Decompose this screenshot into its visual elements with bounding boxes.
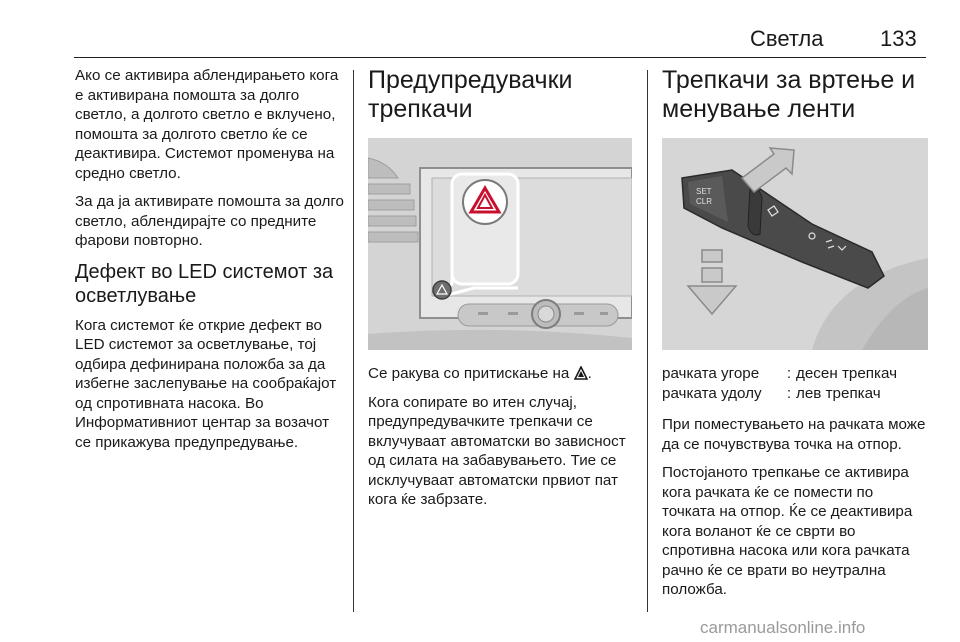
header-rule: [74, 57, 926, 58]
function-table: [662, 364, 928, 403]
watermark: carmanualsonline.info: [700, 618, 866, 637]
paragraph: За да ја активирате помошта за долго светло, аблендирајте со предните фарови повторно.: [75, 193, 344, 249]
hazard-warning-icon: [574, 366, 588, 380]
section-heading: Предупредувачки трепкачи: [368, 66, 573, 123]
dashboard-illustration: [368, 138, 632, 350]
section-title: Светла: [750, 26, 824, 51]
turn-signal-figure: [662, 138, 928, 350]
table-row: рачката удолу : лев трепкач: [662, 384, 881, 402]
column-2: [368, 66, 632, 519]
section-heading: Трепкачи за вртење и менување ленти: [662, 66, 916, 123]
paragraph: Ако се активира аблендирањето кога е активирана помошта за долго светло, а долгото светло е вклучено, помошта за долгото светло ќе се деактивира. Системот променува на средно светло.: [75, 67, 339, 182]
clr-label: CLR: [696, 197, 713, 206]
table-row: рачката угоре : десен трепкач: [662, 365, 898, 382]
paragraph: Кога сопирате во итен случај, предупредувачките трепкачи се вклучуваат автоматски во зависност од силата на забавувањето. Тие се исклучуваат автоматски првиот пат кога ќе забрзате.: [368, 393, 626, 508]
paragraph: [368, 364, 632, 384]
page-header: [0, 26, 960, 56]
paragraph: Постојаното трепкање се активира кога рачката ќе се помести по точката на отпор. Ќе се деактивира кога воланот ќе се сврти во спротивна насока или кога рачката рачно ќе се врати во неутрална положба.: [662, 464, 913, 598]
paragraph: При поместувањето на рачката може да се почувствува точка на отпор.: [662, 416, 926, 453]
stalk-illustration: [662, 138, 928, 350]
subheading: Дефект во LED системот за осветлување: [75, 260, 334, 307]
paragraph: Кога системот ќе открие дефект во LED системот за осветлување, тој одбира дефинирана положба за да избегне заслепување на сообраќајот од спротивната насока. Во Информативниот центар за возачот се прикажува предупредување.: [75, 316, 337, 451]
column-divider: [647, 70, 648, 612]
instruction-text: Се ракува со притискање на: [368, 365, 570, 382]
page-number: 133: [880, 26, 917, 51]
set-label: SET: [696, 187, 712, 196]
column-1: [75, 66, 347, 461]
column-divider: [353, 70, 354, 612]
column-3: [662, 66, 928, 609]
punctuation: .: [587, 365, 592, 382]
hazard-switch-figure: [368, 138, 632, 350]
